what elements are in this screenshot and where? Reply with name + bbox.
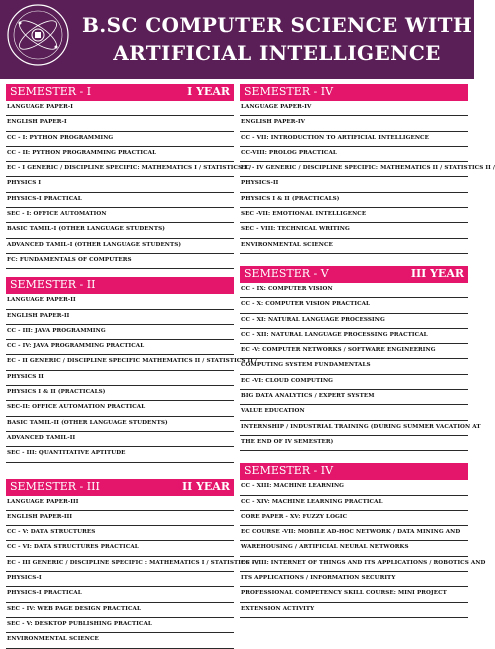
subject-row: ADVANCED TAMIL-I (OTHER LANGUAGE STUDENTS) (6, 239, 234, 254)
subject-row: CC - III: JAVA PROGRAMMING (6, 325, 234, 340)
subject-row: PROFESSIONAL COMPETENCY SKILL COURSE: MINI PROJECT (240, 587, 468, 602)
subject-row: PHYSICS-I PRACTICAL (6, 587, 234, 602)
subject-row: ENVIRONMENTAL SCIENCE (240, 239, 468, 254)
subject-row: EXTENSION ACTIVITY (240, 603, 468, 618)
semester-header (6, 479, 234, 496)
subject-row: LANGUAGE PAPER-II (6, 294, 234, 309)
year-label: I YEAR (187, 85, 230, 98)
subject-row: EC COURSE -VII: MOBILE AD-HOC NETWORK / DATA MINING AND (240, 526, 468, 541)
subject-row: ADVANCED TAMIL-II (6, 432, 234, 447)
year-label: II YEAR (181, 479, 230, 493)
subject-row: CC-VIII: PROLOG PRACTICAL (240, 147, 468, 162)
subject-row: PHYSICS-I PRACTICAL (6, 193, 234, 208)
subject-row: EC -VIII: INTERNET OF THINGS AND ITS APPLICATIONS / ROBOTICS AND (240, 557, 468, 572)
subject-row: FC: FUNDAMENTALS OF COMPUTERS (6, 254, 234, 269)
subject-row: CC - II: PYTHON PROGRAMMING PRACTICAL (6, 147, 234, 162)
subject-row: PHYSICS II (6, 371, 234, 386)
subject-row: CC - XI: NATURAL LANGUAGE PROCESSING (240, 314, 468, 329)
subject-row: INTERNSHIP / INDUSTRIAL TRAINING (DURING SUMMER VACATION AT (240, 421, 468, 436)
subject-row: CC - VI: DATA STRUCTURES PRACTICAL (6, 541, 234, 556)
subject-row: SEC - V: DESKTOP PUBLISHING PRACTICAL (6, 618, 234, 633)
subject-row: SEC -VII: EMOTIONAL INTELLIGENCE (240, 208, 468, 223)
subject-row: SEC - I: OFFICE AUTOMATION (6, 208, 234, 223)
header-banner (0, 0, 474, 79)
right-column (240, 84, 495, 618)
subject-row: CC - V: DATA STRUCTURES (6, 526, 234, 541)
subject-row: WAREHOUSING / ARTIFICIAL NEURAL NETWORKS (240, 541, 468, 556)
subject-row: CC - XIV: MACHINE LEARNING PRACTICAL (240, 496, 468, 511)
subject-row: LANGUAGE PAPER-IV (240, 101, 468, 116)
semester-label: SEMESTER - V (244, 266, 329, 280)
subject-row: LANGUAGE PAPER-III (6, 496, 234, 511)
subject-row: VALUE EDUCATION (240, 405, 468, 420)
subject-row: EC -VI: CLOUD COMPUTING (240, 375, 468, 390)
subject-row: EC - III GENERIC / DISCIPLINE SPECIFIC : MATHEMATICS I / STATISTICS I / (6, 557, 234, 572)
subject-row: THE END OF IV SEMESTER) (240, 436, 468, 451)
subject-row: CC - I: PYTHON PROGRAMMING (6, 132, 234, 147)
semester-label: SEMESTER - I (10, 85, 92, 98)
subject-row: PHYSICS-I (6, 572, 234, 587)
subject-row: EC - II GENERIC / DISCIPLINE SPECIFIC MATHEMATICS II / STATISTICS II / (6, 355, 234, 370)
subject-row: CC - IX: COMPUTER VISION (240, 283, 468, 298)
subject-row: PHYSICS I & II (PRACTICALS) (6, 386, 234, 401)
semester-label: SEMESTER - IV (244, 85, 334, 98)
subject-row: LANGUAGE PAPER-I (6, 101, 234, 116)
semester-label: SEMESTER - IV (244, 464, 334, 478)
subject-row: ITS APPLICATIONS / INFORMATION SECURITY (240, 572, 468, 587)
subject-row: PHYSICS I & II (PRACTICALS) (240, 193, 468, 208)
semester-label: SEMESTER - III (10, 479, 100, 493)
subject-row: CORE PAPER - XV: FUZZY LOGIC (240, 511, 468, 526)
subject-row: EC -V: COMPUTER NETWORKS / SOFTWARE ENGINEERING (240, 344, 468, 359)
subject-row: ENGLISH PAPER-IV (240, 116, 468, 131)
subject-row: ENVIRONMENTAL SCIENCE (6, 633, 234, 648)
year-label: III YEAR (410, 266, 464, 280)
subject-row: CC - X: COMPUTER VISION PRACTICAL (240, 298, 468, 313)
subject-row: PHYSICS I (6, 177, 234, 192)
subject-row: COMPUTING SYSTEM FUNDAMENTALS (240, 359, 468, 374)
subject-row: SEC - III: QUANTITATIVE APTITUDE (6, 447, 234, 462)
subject-row: ENGLISH PAPER-III (6, 511, 234, 526)
subject-row: ENGLISH PAPER-I (6, 116, 234, 131)
left-column (6, 84, 259, 649)
page-title-line2: ARTIFICIAL INTELLIGENCE (113, 41, 441, 65)
semester-header (240, 84, 468, 101)
semester-label: SEMESTER - II (10, 278, 96, 292)
subject-row: PHYSICS-II (240, 177, 468, 192)
semester-header (6, 277, 234, 294)
semester-header (240, 463, 468, 480)
subject-row: BASIC TAMIL-I (OTHER LANGUAGE STUDENTS) (6, 223, 234, 238)
subject-row: EC - IV GENERIC / DISCIPLINE SPECIFIC: MATHEMATICS II / STATISTICS II / (240, 162, 468, 177)
subject-row: CC - XIII: MACHINE LEARNING (240, 480, 468, 495)
subject-row: ENGLISH PAPER-II (6, 310, 234, 325)
subject-row: SEC-II: OFFICE AUTOMATION PRACTICAL (6, 401, 234, 416)
college-emblem-icon (6, 3, 70, 67)
subject-row: EC - I GENERIC / DISCIPLINE SPECIFIC: MATHEMATICS I / STATISTICS I / (6, 162, 234, 177)
subject-row: CC - XII: NATURAL LANGUAGE PROCESSING PRACTICAL (240, 329, 468, 344)
subject-row: SEC - IV: WEB PAGE DESIGN PRACTICAL (6, 603, 234, 618)
subject-row: SEC - VIII: TECHNICAL WRITING (240, 223, 468, 238)
semester-header (240, 266, 468, 283)
page-title-line1: B.SC COMPUTER SCIENCE WITH (82, 13, 473, 37)
subject-row: BIG DATA ANALYTICS / EXPERT SYSTEM (240, 390, 468, 405)
subject-row: BASIC TAMIL-II (OTHER LANGUAGE STUDENTS) (6, 417, 234, 432)
semester-header (6, 84, 234, 101)
subject-row: CC - VII: INTRODUCTION TO ARTIFICIAL INTELLIGENCE (240, 132, 468, 147)
subject-row: CC - IV: JAVA PROGRAMMING PRACTICAL (6, 340, 234, 355)
